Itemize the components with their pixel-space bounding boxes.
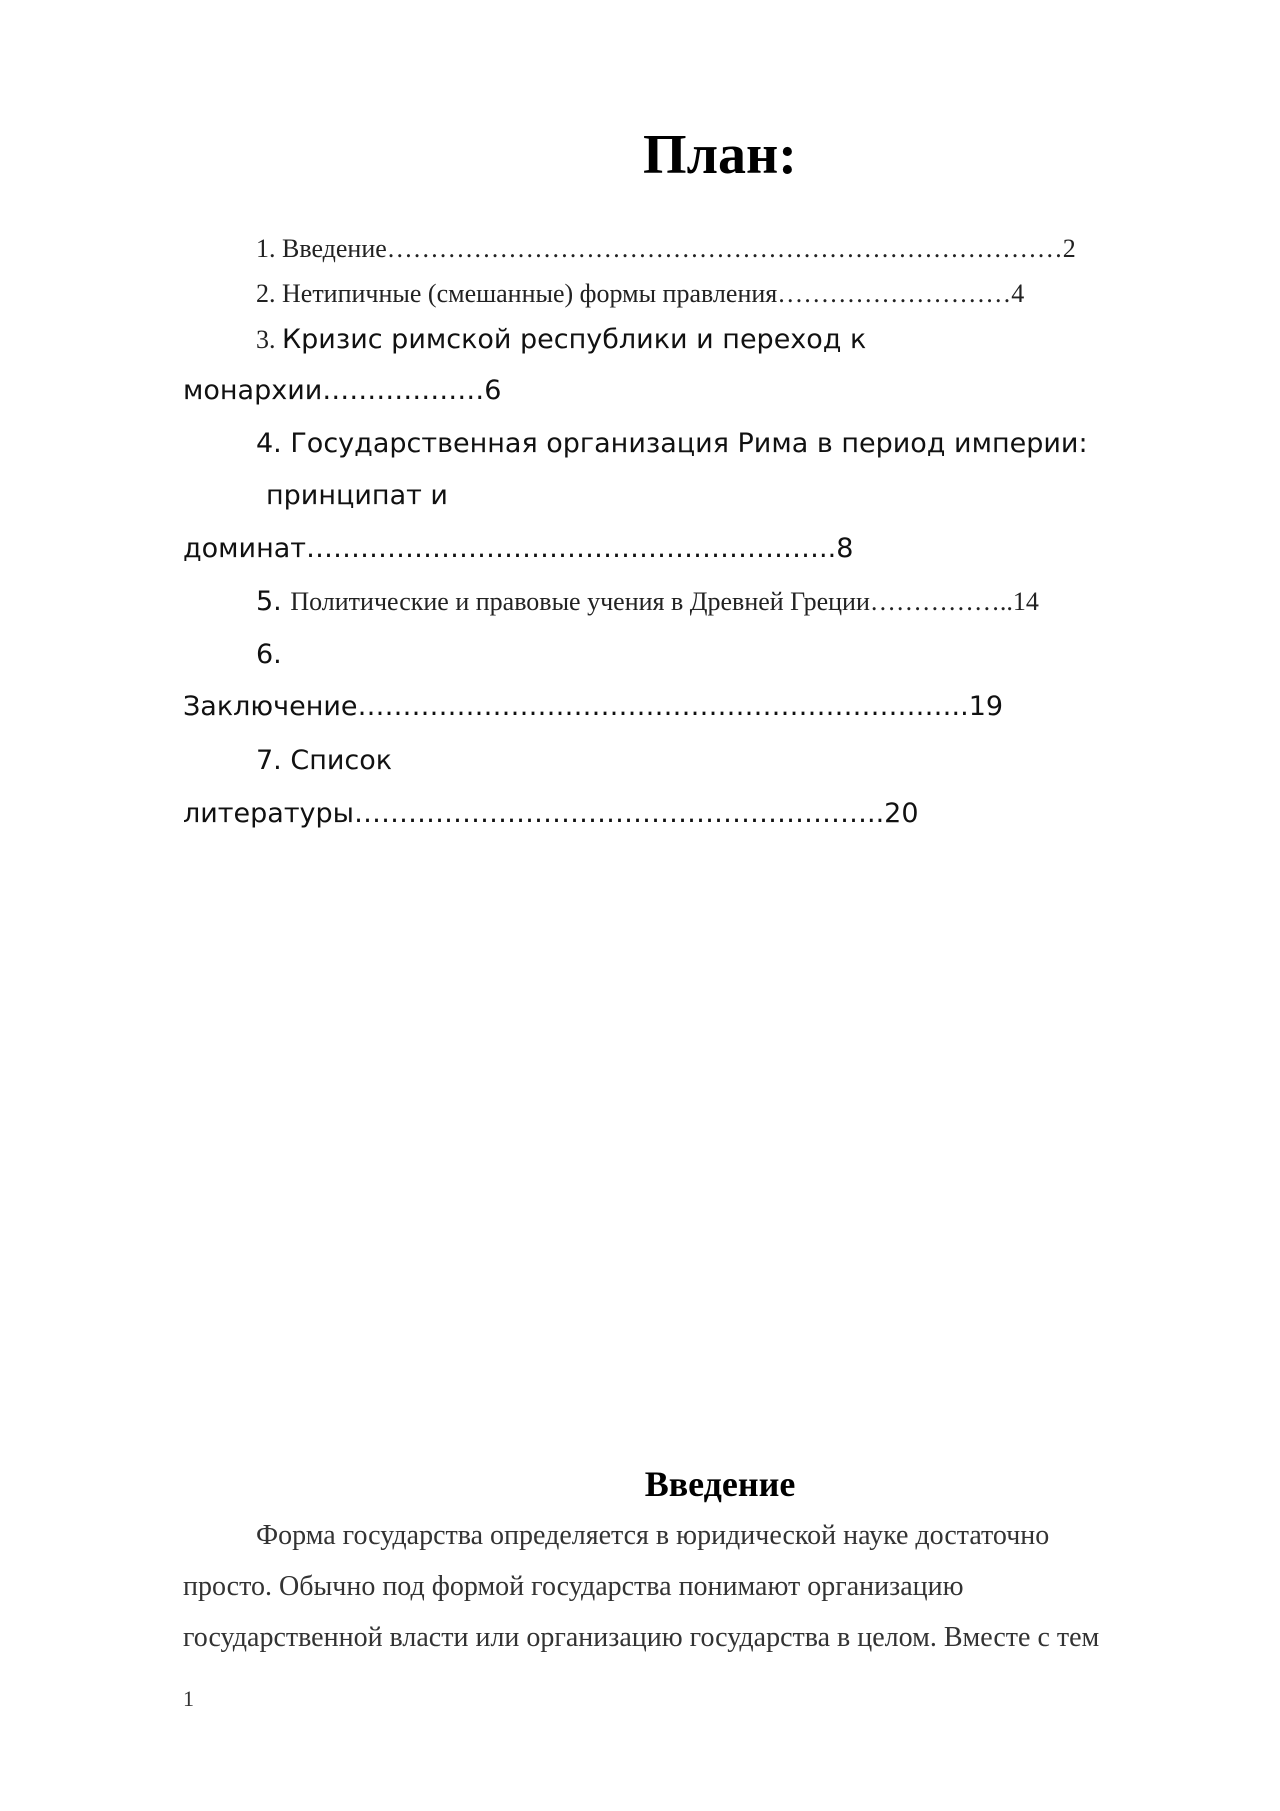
toc-item-roman-republic-crisis bbox=[256, 322, 866, 358]
toc-item-label: Политические и правовые учения в Древней Греции……………..14 bbox=[290, 587, 1039, 616]
toc-item-introduction: 1. Введение……………………………………………………………………2 bbox=[256, 234, 1076, 263]
toc-item-greek-political-teachings bbox=[256, 585, 1039, 619]
toc-item-label: Кризис римской республики и переход к bbox=[282, 324, 867, 355]
page-number: 1 bbox=[183, 1686, 194, 1711]
toc-item-continuation: доминат…………………………………………………..8 bbox=[183, 533, 854, 564]
plan-title: План: bbox=[643, 124, 797, 186]
toc-item-number: 3. bbox=[256, 325, 282, 354]
toc-item-bibliography: 7. Список bbox=[256, 745, 393, 776]
toc-item-number: 5. bbox=[256, 586, 291, 617]
toc-item-roman-empire-organization: 4. Государственная организация Рима в период империи: bbox=[256, 428, 1088, 459]
toc-item-conclusion-number: 6. bbox=[256, 639, 282, 670]
toc-item-continuation: монархии………………6 bbox=[183, 375, 502, 406]
introduction-paragraph-line: государственной власти или организацию государства в целом. Вместе с тем bbox=[183, 1622, 1100, 1653]
toc-item-continuation: принципат и bbox=[266, 480, 448, 511]
introduction-heading: Введение bbox=[644, 1464, 796, 1504]
introduction-paragraph-line: Форма государства определяется в юридической науке достаточно bbox=[256, 1520, 1050, 1551]
introduction-paragraph-line: просто. Обычно под формой государства понимают организацию bbox=[183, 1571, 964, 1602]
toc-item-conclusion: Заключение…………………………………………………………..19 bbox=[183, 691, 1004, 722]
toc-item-continuation: литературы…………………………………………………..20 bbox=[183, 798, 919, 829]
toc-item-atypical-forms: 2. Нетипичные (смешанные) формы правления………………………4 bbox=[256, 279, 1025, 308]
